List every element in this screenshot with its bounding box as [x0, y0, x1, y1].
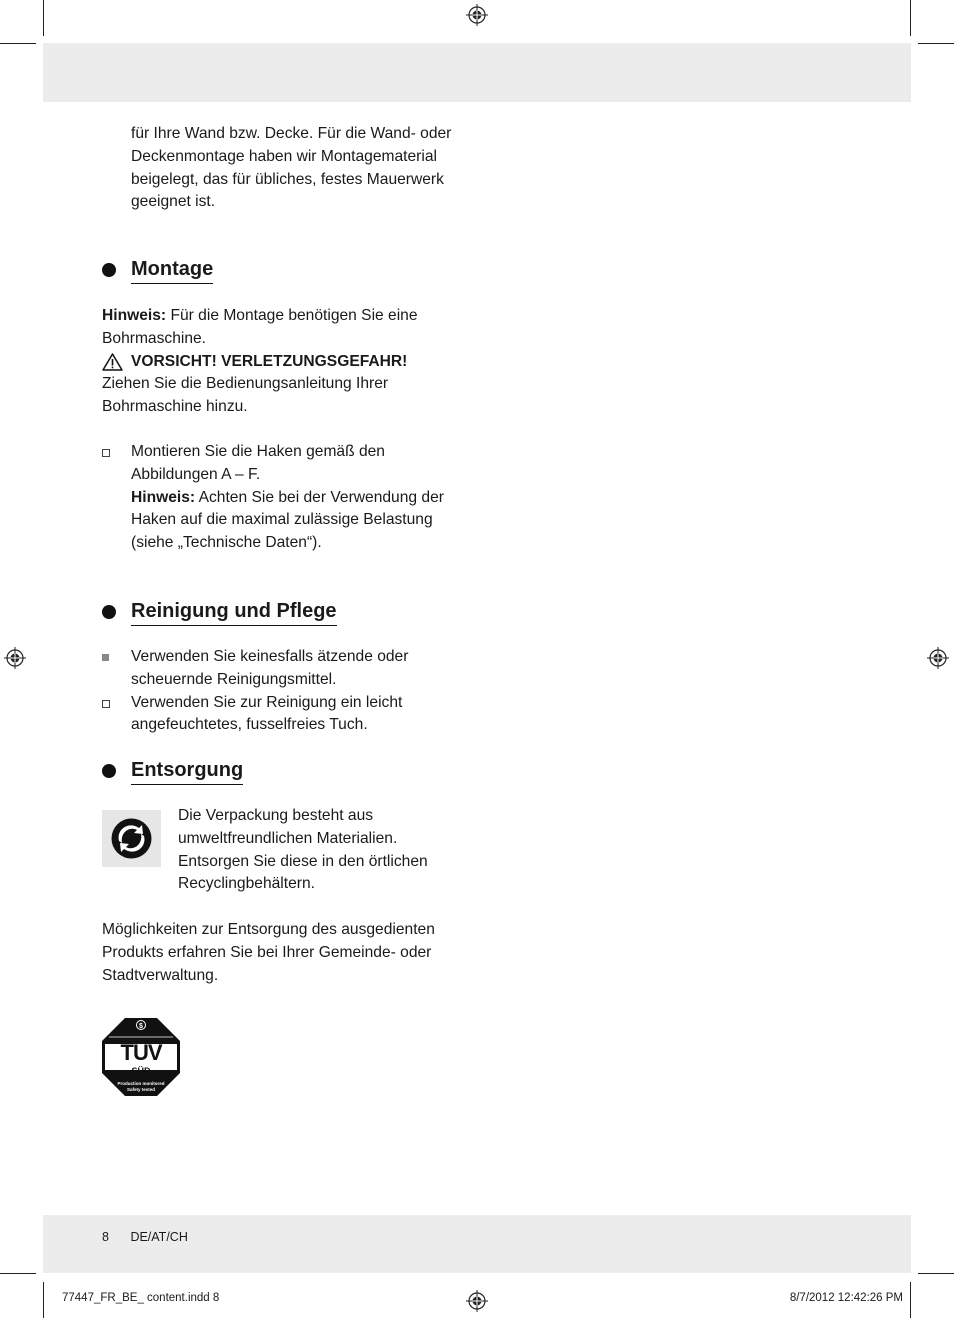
- heading-text: Reinigung und Pflege: [131, 598, 337, 626]
- registration-mark-icon: [927, 647, 949, 669]
- warning-text: Ziehen Sie die Bedienungsanleitung Ihrer Bohrmaschine hinzu.: [102, 375, 389, 416]
- hinweis-paragraph: [102, 305, 464, 351]
- montage-body: [102, 305, 464, 555]
- step-hinweis-label: Hinweis:: [131, 488, 196, 506]
- footer: [102, 1230, 188, 1244]
- warning-label: VORSICHT! VERLETZUNGSGEFAHR!: [131, 352, 408, 370]
- intro-paragraph: für Ihre Wand bzw. Decke. Für die Wand- oder Deckenmontage haben wir Montagematerial beigelegt, das für übliches, festes Mauerwerk geeignet ist.: [131, 125, 452, 211]
- crop-mark: [918, 43, 954, 44]
- section-heading-entsorgung: [102, 757, 243, 785]
- step-hinweis-text: Achten Sie bei der Verwendung der Haken auf die maximal zulässige Belastung (siehe „Technische Daten“).: [131, 488, 444, 552]
- list-item: [102, 441, 464, 555]
- product-disposal-block: [102, 919, 464, 987]
- heading-bullet-icon: [102, 263, 116, 277]
- print-timestamp: 8/7/2012 12:42:26 PM: [789, 1292, 903, 1304]
- reinigung-body: [102, 646, 464, 737]
- list-item: [102, 692, 464, 738]
- reinigung-item: Verwenden Sie keinesfalls ätzende oder scheuernde Reinigungsmittel.: [131, 648, 409, 688]
- tuv-sub: SÜD: [131, 1066, 151, 1076]
- crop-mark: [0, 43, 36, 44]
- step-hinweis: [131, 487, 464, 555]
- crop-mark: [43, 1282, 44, 1318]
- hinweis-label: Hinweis:: [102, 307, 167, 324]
- registration-mark-icon: [466, 1290, 488, 1312]
- region-label: DE/AT/CH: [130, 1230, 188, 1244]
- crop-mark: [0, 1273, 36, 1274]
- packaging-block: [178, 805, 464, 896]
- svg-text:$: $: [139, 1023, 143, 1030]
- registration-mark-icon: [466, 4, 488, 26]
- header-band: [43, 43, 911, 102]
- file-slug: 77447_FR_BE_ content.indd 8: [62, 1292, 220, 1304]
- tuv-brand: TÜV: [120, 1040, 162, 1065]
- tuv-line1: Production monitored: [117, 1081, 165, 1086]
- checkbox-bullet-icon: [102, 700, 110, 708]
- tuv-line2: Safety tested: [126, 1087, 155, 1092]
- page-number: 8: [102, 1230, 109, 1244]
- checkbox-bullet-icon: [102, 449, 110, 457]
- section-heading-montage: [102, 256, 213, 284]
- square-bullet-icon: [102, 654, 109, 661]
- step-text: Montieren Sie die Haken gemäß den Abbildungen A – F.: [131, 442, 385, 483]
- crop-mark: [918, 1273, 954, 1274]
- warning-line: [102, 351, 464, 374]
- green-dot-icon: [102, 810, 161, 867]
- crop-mark: [910, 0, 911, 36]
- section-heading-reinigung: [102, 598, 337, 626]
- product-disposal-text: Möglichkeiten zur Entsorgung des ausgedienten Produkts erfahren Sie bei Ihrer Gemeinde- oder Stadtverwaltung.: [102, 921, 435, 984]
- crop-mark: [43, 0, 44, 36]
- reinigung-item: Verwenden Sie zur Reinigung ein leicht angefeuchtetes, fusselfreies Tuch.: [131, 693, 403, 734]
- hinweis-text: Für die Montage benötigen Sie eine Bohrmaschine.: [102, 307, 418, 347]
- recycling-icon: [102, 810, 161, 867]
- heading-text: Montage: [131, 256, 213, 284]
- packaging-text: Die Verpackung besteht aus umweltfreundlichen Materialien. Entsorgen Sie diese in den örtlichen Recyclingbehältern.: [178, 807, 428, 893]
- heading-text: Entsorgung: [131, 757, 243, 785]
- warning-triangle-icon: [102, 353, 123, 371]
- heading-bullet-icon: [102, 605, 116, 619]
- list-item: [102, 646, 464, 692]
- heading-bullet-icon: [102, 764, 116, 778]
- intro-block: [102, 123, 464, 214]
- footer-band: [43, 1215, 911, 1273]
- registration-mark-icon: [4, 647, 26, 669]
- crop-mark: [910, 1282, 911, 1318]
